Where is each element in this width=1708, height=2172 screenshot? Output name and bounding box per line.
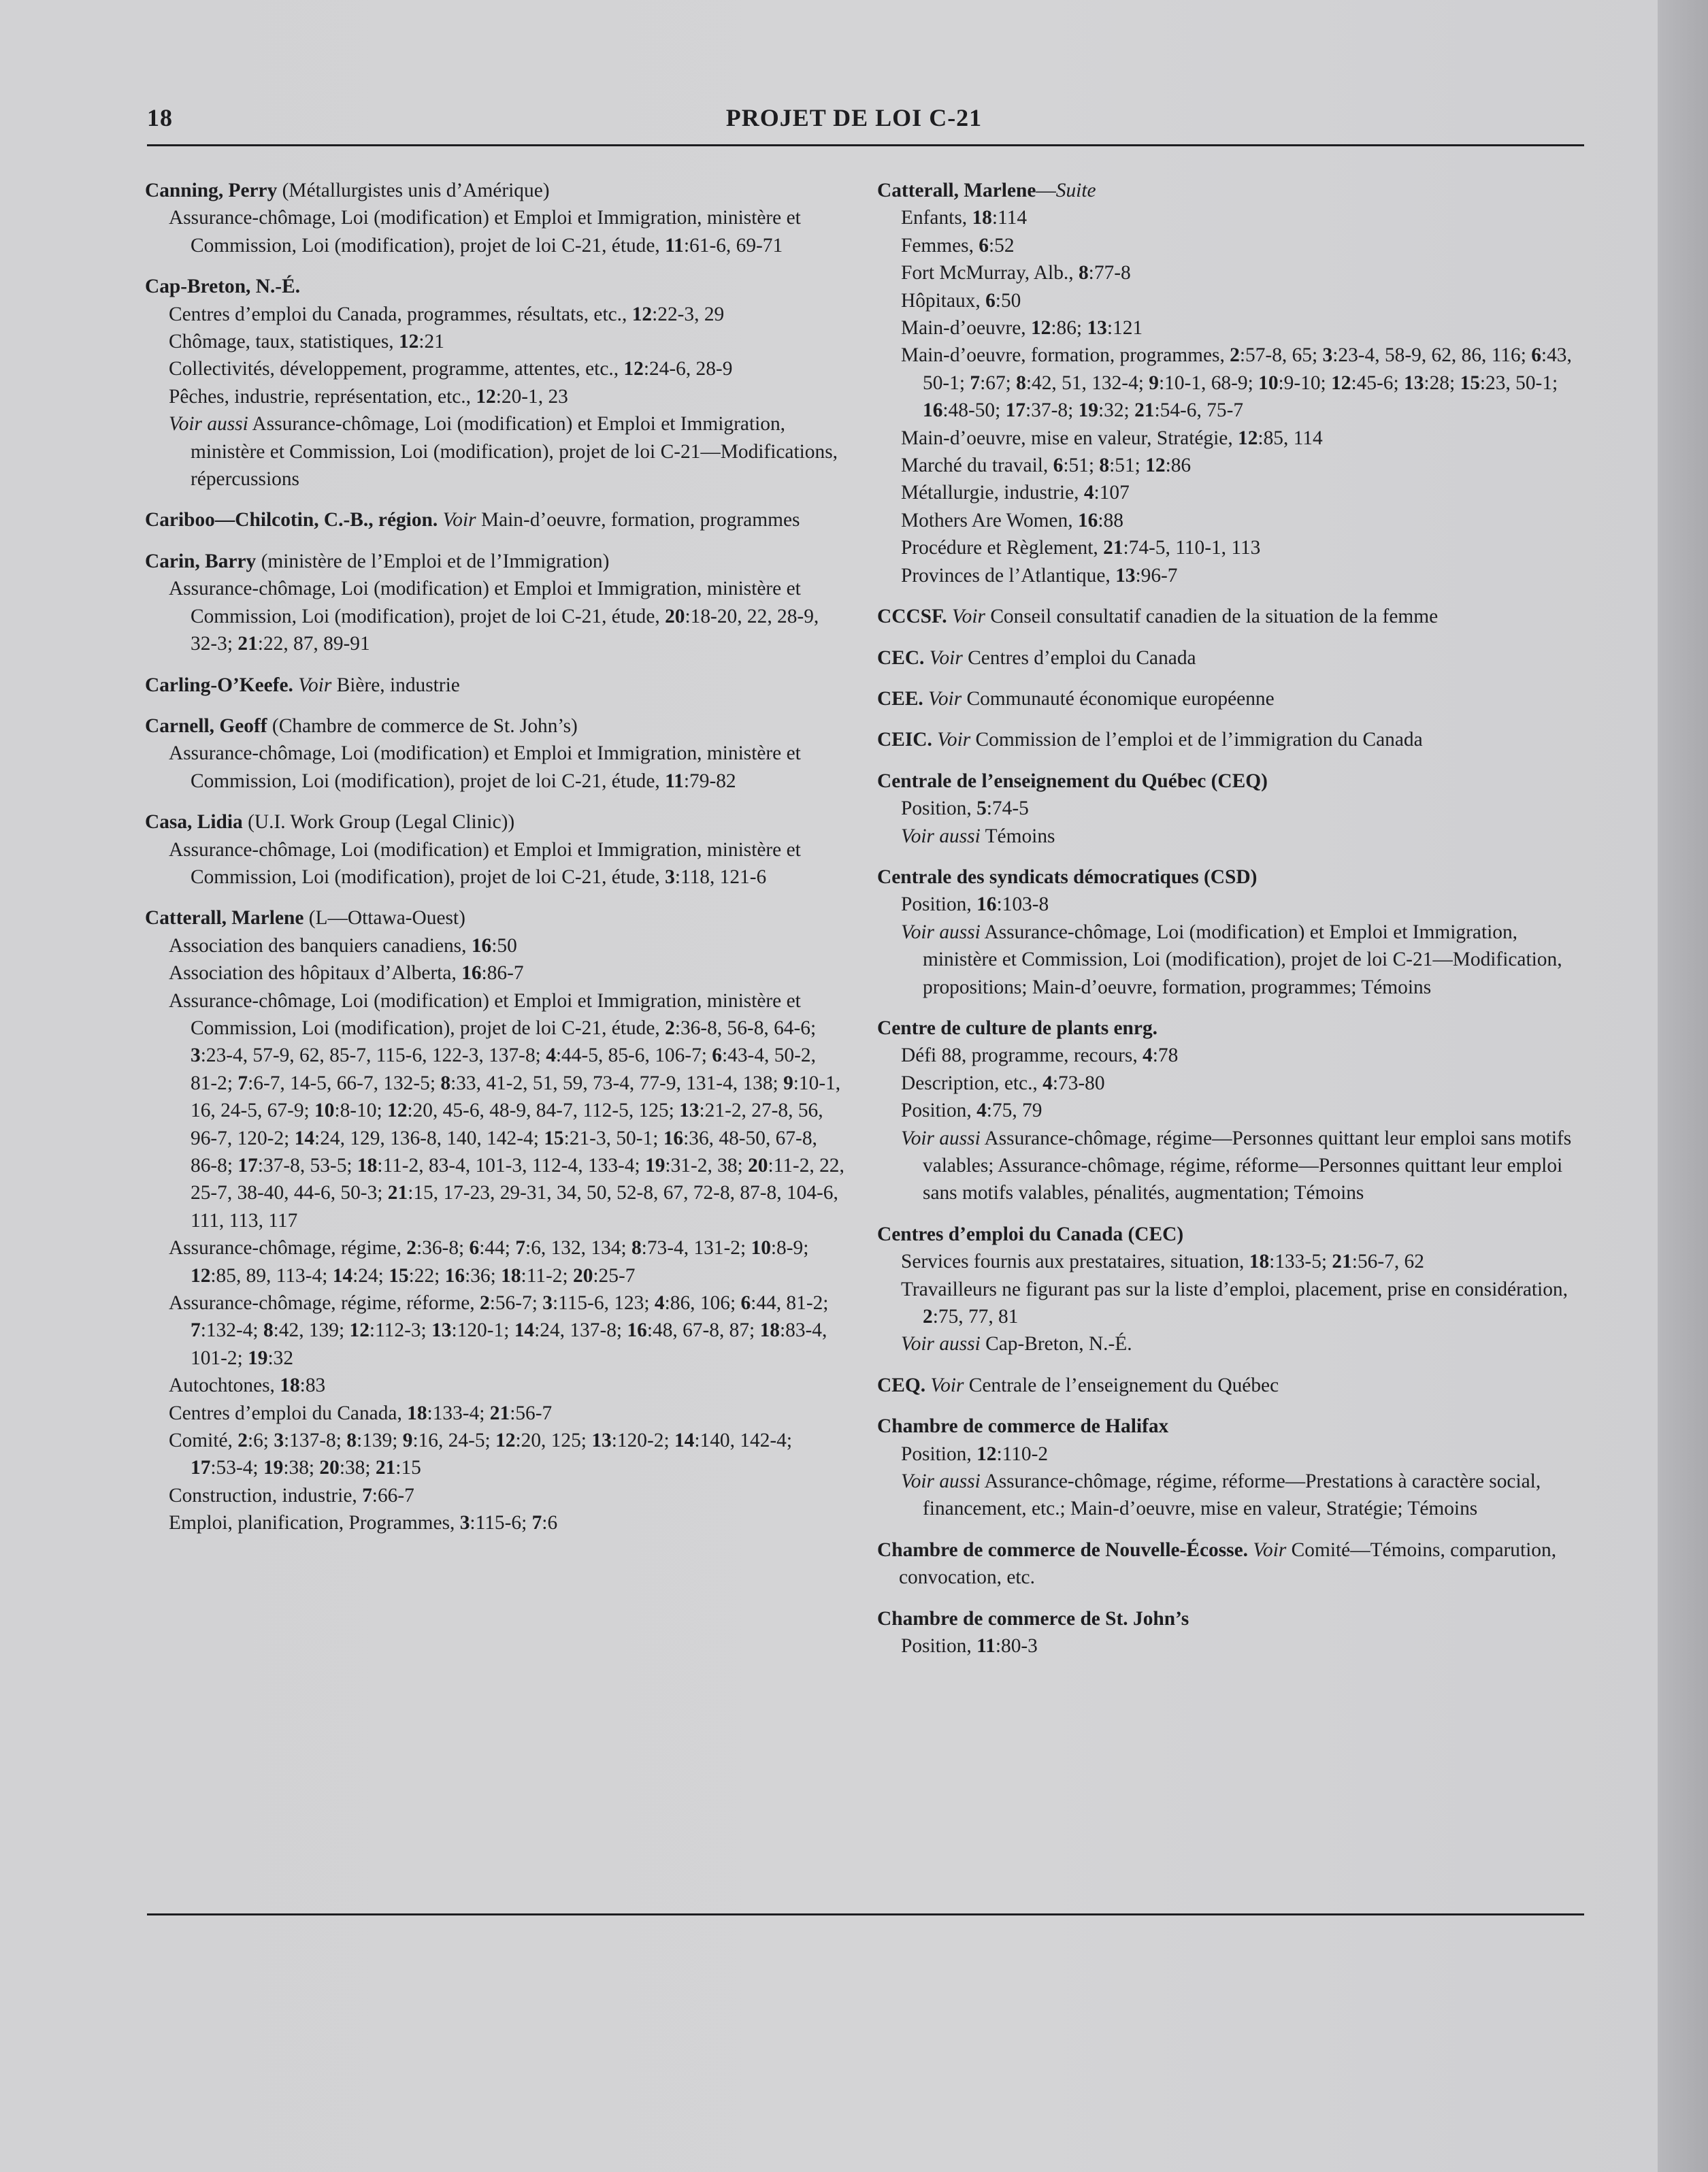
index-subentry: Fort McMurray, Alb., 8:77-8 xyxy=(901,262,1131,284)
index-entry xyxy=(877,726,1585,753)
index-entry xyxy=(877,1221,1585,1358)
index-entry xyxy=(877,863,1585,1001)
index-subentry: Enfants, 18:114 xyxy=(901,207,1028,229)
index-subentry: Assurance-chômage, Loi (modification) et Emploi et Immigration, ministère et Commission, Loi (modification), projet de loi C-21, étude, 20:18-20, 22, 28-9, 32-3; 21:22, 87, 89-91 xyxy=(169,578,819,655)
index-subentry: Femmes, 6:52 xyxy=(901,234,1015,257)
index-entry xyxy=(877,1372,1585,1399)
index-subentry: Voir aussi Assurance-chômage, régime—Personnes quittant leur emploi sans motifs valables; Assurance-chômage, régime, réforme—Personnes quittant leur emploi sans motifs valables, pénalités, augmentation; Témoins xyxy=(901,1127,1572,1204)
index-entry-heading: Centrale des syndicats démocratiques (CSD) xyxy=(877,866,1258,888)
index-entry xyxy=(145,712,846,795)
index-subentry: Assurance-chômage, régime, réforme, 2:56-7; 3:115-6, 123; 4:86, 106; 6:44, 81-2; 7:132-4; 8:42, 139; 12:112-3; 13:120-1; 14:24, 137-8; 16:48, 67-8, 87; 18:83-4, 101-2; 19:32 xyxy=(169,1292,829,1369)
page-edge-shadow xyxy=(1658,0,1708,2172)
index-subentry: Assurance-chômage, Loi (modification) et Emploi et Immigration, ministère et Commission, Loi (modification), projet de loi C-21, étude, 3:118, 121-6 xyxy=(169,838,801,888)
index-subentry: Assurance-chômage, Loi (modification) et Emploi et Immigration, ministère et Commission, Loi (modification), projet de loi C-21, étude, 11:61-6, 69-71 xyxy=(169,207,801,257)
index-entry-heading: CCCSF. Voir Conseil consultatif canadien de la situation de la femme xyxy=(877,606,1439,628)
index-subentry: Construction, industrie, 7:66-7 xyxy=(169,1484,414,1507)
index-column-left xyxy=(145,177,846,1537)
index-entry xyxy=(877,1536,1585,1592)
index-subentry: Travailleurs ne figurant pas sur la liste d’emploi, placement, prise en considération, 2:75, 77, 81 xyxy=(901,1278,1568,1328)
index-entry xyxy=(877,603,1585,630)
index-entry xyxy=(877,1605,1585,1660)
index-entry xyxy=(145,808,846,891)
index-subentry: Mothers Are Women, 16:88 xyxy=(901,509,1123,531)
index-entry-heading: Catterall, Marlene—Suite xyxy=(877,180,1096,201)
footer-rule xyxy=(147,1913,1584,1915)
index-entry xyxy=(877,768,1585,850)
index-entry-heading: Carnell, Geoff (Chambre de commerce de St. John’s) xyxy=(145,714,578,737)
index-entry xyxy=(877,685,1585,712)
index-entry-heading: Centre de culture de plants enrg. xyxy=(877,1017,1157,1039)
index-subentry: Assurance-chômage, régime, 2:36-8; 6:44; 7:6, 132, 134; 8:73-4, 131-2; 10:8-9; 12:85, 89, 113-4; 14:24; 15:22; 16:36; 18:11-2; 20:25-7 xyxy=(169,1237,809,1287)
index-subentry: Voir aussi Assurance-chômage, Loi (modification) et Emploi et Immigration, ministère et Commission, Loi (modification), projet de loi C-21—Modification, propositions; Main-d’oeuvre, formation, programmes; Témoins xyxy=(901,921,1562,998)
index-subentry: Comité, 2:6; 3:137-8; 8:139; 9:16, 24-5; 12:20, 125; 13:120-2; 14:140, 142-4; 17:53-4; 19:38; 20:38; 21:15 xyxy=(169,1430,793,1479)
index-entry xyxy=(877,1015,1585,1207)
index-entry-heading: Casa, Lidia (U.I. Work Group (Legal Clinic)) xyxy=(145,811,515,834)
index-subentry: Métallurgie, industrie, 4:107 xyxy=(901,482,1130,504)
index-entry xyxy=(145,548,846,658)
index-subentry: Centres d’emploi du Canada, 18:133-4; 21:56-7 xyxy=(169,1402,553,1424)
index-entry xyxy=(145,672,846,699)
index-subentry: Assurance-chômage, Loi (modification) et Emploi et Immigration, ministère et Commission, Loi (modification), projet de loi C-21, étude, 2:36-8, 56-8, 64-6; 3:23-4, 57-9, 62, 85-7, 115-6, 122-3, 137-8; 4:44-5, 85-6, 106-7; 6:43-4, 50-2, 81-2; 7:6-7, 14-5, 66-7, 132-5; 8:33, 41-2, 51, 59, 73-4, 77-9, 131-4, 138; 9:10-1, 16, 24-5, 67-9; 10:8-10; 12:20, 45-6, 48-9, 84-7, 112-5, 125; 13:21-2, 27-8, 56, 96-7, 120-2; 14:24, 129, 136-8, 140, 142-4; 15:21-3, 50-1; 16:36, 48-50, 67-8, 86-8; 17:37-8, 53-5; 18:11-2, 83-4, 101-3, 112-4, 133-4; 19:31-2, 38; 20:11-2, 22, 25-7, 38-40, 44-6, 50-3; 21:15, 17-23, 29-31, 34, 50, 52-8, 67, 72-8, 87-8, 104-6, 111, 113, 117 xyxy=(169,989,844,1232)
index-subentry: Services fournis aux prestataires, situation, 18:133-5; 21:56-7, 62 xyxy=(901,1251,1424,1273)
index-entry-heading: Centres d’emploi du Canada (CEC) xyxy=(877,1223,1184,1245)
index-entry-heading: Chambre de commerce de St. John’s xyxy=(877,1607,1189,1630)
index-subentry: Association des banquiers canadiens, 16:50 xyxy=(169,934,517,957)
index-subentry: Voir aussi Cap-Breton, N.-É. xyxy=(901,1333,1132,1355)
running-title: PROJET DE LOI C-21 xyxy=(725,104,983,131)
index-entry-heading: Centrale de l’enseignement du Québec (CEQ) xyxy=(877,770,1268,792)
index-subentry: Emploi, planification, Programmes, 3:115-6; 7:6 xyxy=(169,1512,558,1534)
index-entry-heading: CEC. Voir Centres d’emploi du Canada xyxy=(877,646,1196,669)
index-subentry: Voir aussi Témoins xyxy=(901,825,1055,847)
index-subentry: Défi 88, programme, recours, 4:78 xyxy=(901,1044,1179,1067)
index-entry xyxy=(145,177,846,259)
index-subentry: Hôpitaux, 6:50 xyxy=(901,289,1021,312)
index-subentry: Position, 5:74-5 xyxy=(901,797,1029,820)
index-subentry: Main-d’oeuvre, 12:86; 13:121 xyxy=(901,317,1143,340)
index-subentry: Assurance-chômage, Loi (modification) et Emploi et Immigration, ministère et Commission, Loi (modification), projet de loi C-21, étude, 11:79-82 xyxy=(169,742,801,792)
index-subentry: Autochtones, 18:83 xyxy=(169,1375,326,1397)
index-entry-heading: Chambre de commerce de Halifax xyxy=(877,1415,1169,1438)
index-column-right xyxy=(877,177,1585,1660)
index-subentry: Main-d’oeuvre, mise en valeur, Stratégie, 12:85, 114 xyxy=(901,427,1323,449)
index-subentry: Voir aussi Assurance-chômage, régime, réforme—Prestations à caractère social, financement, etc.; Main-d’oeuvre, mise en valeur, Stratégie; Témoins xyxy=(901,1470,1541,1520)
index-subentry: Provinces de l’Atlantique, 13:96-7 xyxy=(901,564,1178,587)
index-subentry: Procédure et Règlement, 21:74-5, 110-1, 113 xyxy=(901,537,1261,559)
index-entry-heading: Cap-Breton, N.-É. xyxy=(145,276,301,298)
index-subentry: Centres d’emploi du Canada, programmes, résultats, etc., 12:22-3, 29 xyxy=(169,303,725,325)
index-subentry: Marché du travail, 6:51; 8:51; 12:86 xyxy=(901,455,1192,477)
index-subentry: Position, 12:110-2 xyxy=(901,1443,1049,1465)
page-number: 18 xyxy=(147,104,173,131)
index-entry xyxy=(145,273,846,493)
index-subentry: Main-d’oeuvre, formation, programmes, 2:57-8, 65; 3:23-4, 58-9, 62, 86, 116; 6:43, 50-1; 7:67; 8:42, 51, 132-4; 9:10-1, 68-9; 10:9-10; 12:45-6; 13:28; 15:23, 50-1; 16:48-50; 17:37-8; 19:32; 21:54-6, 75-7 xyxy=(901,344,1572,422)
index-subentry: Position, 16:103-8 xyxy=(901,893,1049,916)
index-entry xyxy=(877,1413,1585,1523)
index-entry-heading: Canning, Perry (Métallurgistes unis d’Amérique) xyxy=(145,180,550,201)
index-entry xyxy=(877,644,1585,672)
header-rule xyxy=(147,144,1584,146)
index-entry xyxy=(877,177,1585,589)
index-entry-heading: Cariboo—Chilcotin, C.-B., région. Voir Main-d’oeuvre, formation, programmes xyxy=(145,509,800,531)
index-subentry: Position, 11:80-3 xyxy=(901,1635,1038,1658)
index-subentry: Pêches, industrie, représentation, etc., 12:20-1, 23 xyxy=(169,385,568,408)
index-subentry: Collectivités, développement, programme, attentes, etc., 12:24-6, 28-9 xyxy=(169,358,733,380)
index-subentry: Association des hôpitaux d’Alberta, 16:86-7 xyxy=(169,962,524,985)
index-entry-heading: Catterall, Marlene (L—Ottawa-Ouest) xyxy=(145,907,465,929)
index-entry-heading: Carling-O’Keefe. Voir Bière, industrie xyxy=(145,674,460,696)
index-subentry: Description, etc., 4:73-80 xyxy=(901,1072,1105,1094)
index-subentry: Position, 4:75, 79 xyxy=(901,1100,1042,1122)
index-subentry: Chômage, taux, statistiques, 12:21 xyxy=(169,331,444,353)
index-subentry: Voir aussi Assurance-chômage, Loi (modification) et Emploi et Immigration, ministère et Commission, Loi (modification), projet de loi C-21—Modifications, répercussions xyxy=(169,413,838,491)
index-entry-heading: CEIC. Voir Commission de l’emploi et de l’immigration du Canada xyxy=(877,729,1423,751)
index-entry-heading: CEE. Voir Communauté économique européenne xyxy=(877,687,1275,710)
index-entry xyxy=(145,506,846,533)
index-entry-heading: Carin, Barry (ministère de l’Emploi et de l’Immigration) xyxy=(145,550,610,572)
index-entry-heading: Chambre de commerce de Nouvelle-Écosse. Voir Comité—Témoins, comparution, convocation, etc. xyxy=(877,1538,1557,1589)
index-entry-heading: CEQ. Voir Centrale de l’enseignement du Québec xyxy=(877,1374,1279,1396)
index-entry xyxy=(145,904,846,1536)
